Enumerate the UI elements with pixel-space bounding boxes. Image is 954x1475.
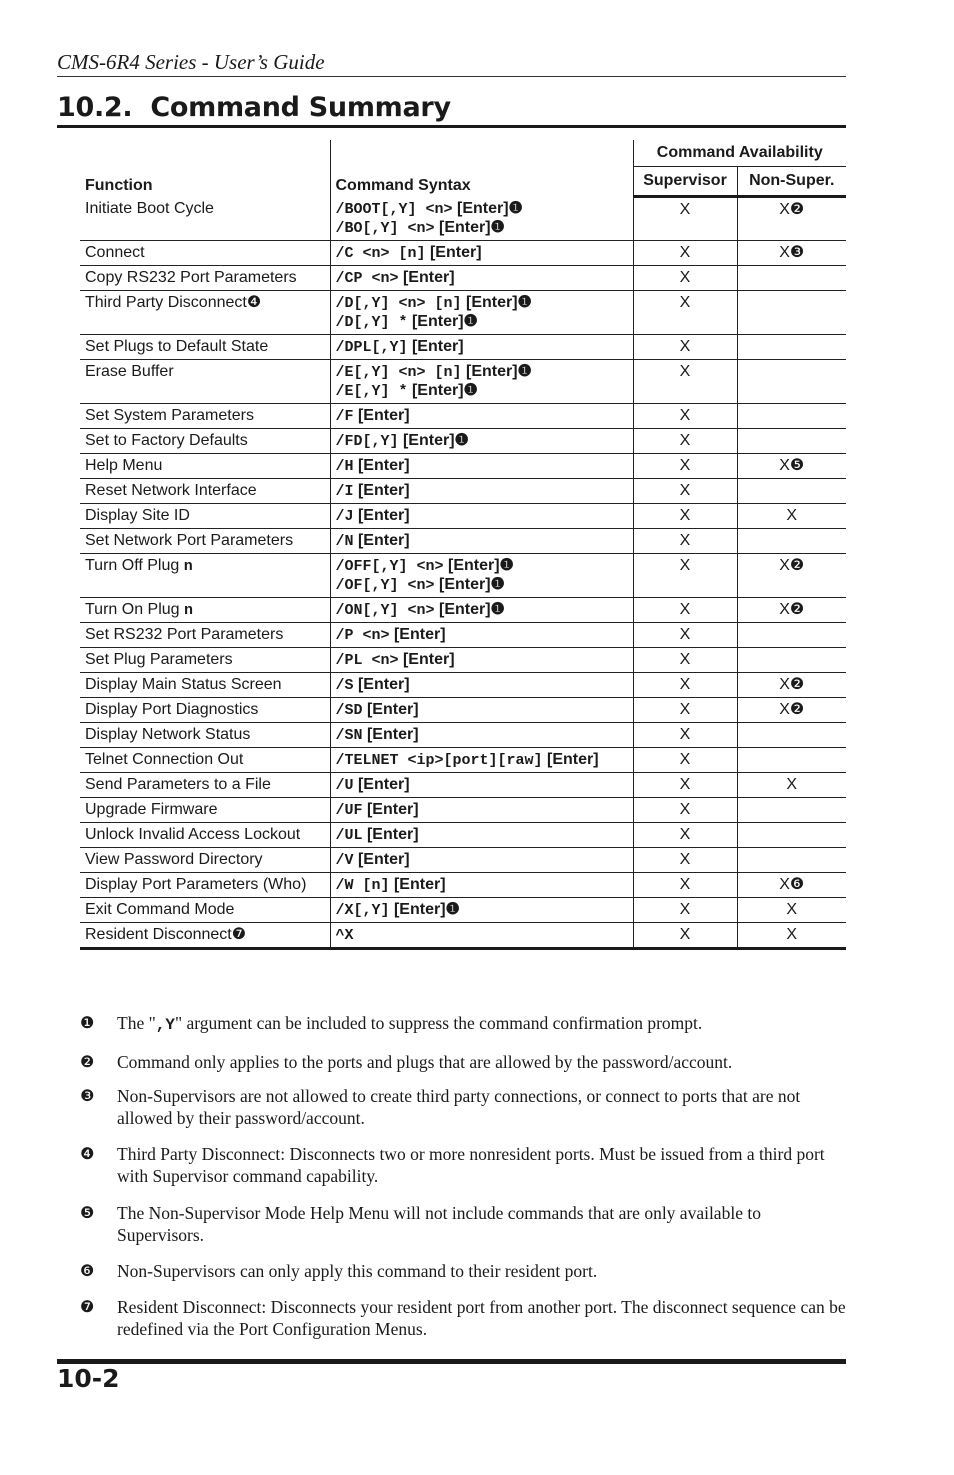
footnote <box>80 1012 846 1036</box>
function-label: Connect <box>85 243 145 261</box>
non-super-cell <box>737 359 846 403</box>
syntax-enter: [Enter]❶ <box>465 362 532 380</box>
syntax-cell <box>330 697 633 722</box>
supervisor-cell: X <box>633 897 737 922</box>
command-table-body <box>80 197 846 949</box>
footnote-mark: ❶ <box>80 1013 95 1032</box>
syntax-cell <box>330 822 633 847</box>
non-super-cell <box>737 265 846 290</box>
syntax-line <box>336 926 628 945</box>
footnote-mark: ❼ <box>231 925 247 943</box>
supervisor-cell: X <box>633 747 737 772</box>
syntax-code: /CP <n> <box>335 269 399 287</box>
syntax-enter: [Enter] <box>357 406 410 424</box>
table-row <box>80 647 846 672</box>
table-row <box>80 403 846 428</box>
supervisor-cell: X <box>633 403 737 428</box>
supervisor-cell: X <box>633 478 737 503</box>
non-super-cell <box>737 847 846 872</box>
command-summary-table <box>80 140 846 950</box>
function-label: Display Network Status <box>85 725 251 743</box>
syntax-line <box>336 507 628 526</box>
footnote-text: Third Party Disconnect: Disconnects two or more nonresident ports. Must be issued from a third port with Supervisor command capability. <box>117 1144 825 1186</box>
function-label: Display Site ID <box>85 506 190 524</box>
syntax-line <box>336 776 628 795</box>
table-row <box>80 265 846 290</box>
function-label: Exit Command Mode <box>85 900 235 918</box>
syntax-enter: [Enter] <box>402 650 455 668</box>
table-row <box>80 772 846 797</box>
syntax-line <box>336 338 628 357</box>
syntax-code: /J <box>335 507 354 525</box>
table-row <box>80 622 846 647</box>
syntax-code: /N <box>335 532 354 550</box>
function-label: Unlock Invalid Access Lockout <box>85 825 301 843</box>
syntax-enter: [Enter] <box>366 725 419 743</box>
footnote-text: The Non-Supervisor Mode Help Menu will not include commands that are only available to Supervisors. <box>117 1203 761 1245</box>
syntax-code: /OF[,Y] <n> <box>335 576 435 594</box>
syntax-code: /BO[,Y] <n> <box>335 219 435 237</box>
syntax-enter: [Enter] <box>357 675 410 693</box>
header-supervisor: Supervisor <box>633 167 737 197</box>
non-super-cell <box>737 722 846 747</box>
footnote-mark: ❺ <box>80 1203 95 1222</box>
function-cell <box>80 359 330 403</box>
syntax-cell <box>330 428 633 453</box>
non-super-cell <box>737 528 846 553</box>
table-row <box>80 897 846 922</box>
syntax-line <box>336 219 628 238</box>
footnote <box>80 1051 846 1073</box>
footnote-mark: ❹ <box>246 293 262 311</box>
non-super-cell <box>737 622 846 647</box>
non-super-cell: X <box>737 922 846 948</box>
syntax-code: /E[,Y] <n> [n] <box>335 363 462 381</box>
function-label: Copy RS232 Port Parameters <box>85 268 297 286</box>
function-cell <box>80 265 330 290</box>
syntax-enter: [Enter] <box>357 456 410 474</box>
syntax-enter: [Enter]❶ <box>438 600 505 618</box>
function-label: Third Party Disconnect <box>85 293 247 311</box>
supervisor-cell: X <box>633 872 737 897</box>
syntax-enter: [Enter] <box>357 506 410 524</box>
syntax-code: /PL <n> <box>335 651 399 669</box>
syntax-code: /C <n> [n] <box>335 244 426 262</box>
non-super-cell: X❷ <box>737 197 846 241</box>
function-cell <box>80 597 330 622</box>
function-cell <box>80 722 330 747</box>
syntax-code: /S <box>335 676 354 694</box>
supervisor-cell: X <box>633 922 737 948</box>
syntax-line <box>336 532 628 551</box>
table-row <box>80 503 846 528</box>
footnote-text-end: " argument can be included to suppress the command confirmation prompt. <box>174 1013 703 1033</box>
function-label: Resident Disconnect <box>85 925 232 943</box>
syntax-cell <box>330 453 633 478</box>
supervisor-cell: X <box>633 597 737 622</box>
table-row <box>80 553 846 597</box>
function-cell <box>80 697 330 722</box>
syntax-code: /H <box>335 457 354 475</box>
supervisor-cell: X <box>633 265 737 290</box>
supervisor-cell: X <box>633 503 737 528</box>
function-label: Send Parameters to a File <box>85 775 271 793</box>
syntax-line <box>336 313 628 332</box>
running-header: CMS-6R4 Series - User’s Guide <box>57 50 325 74</box>
function-cell <box>80 403 330 428</box>
function-label: View Password Directory <box>85 850 263 868</box>
syntax-enter: [Enter] <box>357 531 410 549</box>
syntax-code: ^X <box>335 926 354 944</box>
syntax-line <box>336 482 628 501</box>
syntax-code: /X[,Y] <box>335 901 390 919</box>
supervisor-cell: X <box>633 428 737 453</box>
non-super-cell <box>737 290 846 334</box>
syntax-enter: [Enter] <box>366 700 419 718</box>
function-label: Upgrade Firmware <box>85 800 218 818</box>
syntax-code: /UF <box>335 801 363 819</box>
syntax-enter: [Enter]❶ <box>438 218 505 236</box>
table-row <box>80 334 846 359</box>
non-super-cell <box>737 428 846 453</box>
table-row <box>80 428 846 453</box>
syntax-enter: [Enter] <box>357 775 410 793</box>
table-row <box>80 822 846 847</box>
non-super-cell <box>737 647 846 672</box>
footer-rule <box>57 1359 846 1364</box>
syntax-line <box>336 200 628 219</box>
supervisor-cell: X <box>633 847 737 872</box>
syntax-cell <box>330 240 633 265</box>
function-label: Display Port Diagnostics <box>85 700 259 718</box>
non-super-cell <box>737 797 846 822</box>
function-label: Turn Off Plug <box>85 556 184 574</box>
non-super-cell: X❸ <box>737 240 846 265</box>
section-number: 10.2. <box>57 92 133 123</box>
syntax-line <box>336 676 628 695</box>
header-non-super: Non-Super. <box>737 167 846 197</box>
footnote-mark: ❸ <box>80 1086 95 1105</box>
footnote-code: ,Y <box>155 1016 175 1034</box>
table-row <box>80 922 846 948</box>
function-label: Set RS232 Port Parameters <box>85 625 284 643</box>
table-row <box>80 197 846 241</box>
page-number: 10-2 <box>57 1364 120 1393</box>
function-cell <box>80 334 330 359</box>
syntax-enter: [Enter] <box>366 825 419 843</box>
syntax-cell <box>330 597 633 622</box>
syntax-enter: [Enter] <box>393 625 446 643</box>
function-cell <box>80 897 330 922</box>
supervisor-cell: X <box>633 772 737 797</box>
function-code: n <box>184 601 194 619</box>
syntax-line <box>336 407 628 426</box>
syntax-cell <box>330 747 633 772</box>
non-super-cell: X❺ <box>737 453 846 478</box>
syntax-code: /E[,Y] * <box>335 382 408 400</box>
syntax-line <box>336 432 628 451</box>
syntax-code: /D[,Y] * <box>335 313 408 331</box>
syntax-line <box>336 457 628 476</box>
syntax-code: /V <box>335 851 354 869</box>
supervisor-cell: X <box>633 647 737 672</box>
footnote-text: Non-Supervisors can only apply this command to their resident port. <box>117 1261 598 1281</box>
function-label: Set Plug Parameters <box>85 650 233 668</box>
syntax-code: /P <n> <box>335 626 390 644</box>
syntax-cell <box>330 672 633 697</box>
syntax-cell <box>330 528 633 553</box>
function-label: Display Main Status Screen <box>85 675 282 693</box>
function-cell <box>80 478 330 503</box>
function-cell <box>80 290 330 334</box>
syntax-cell <box>330 503 633 528</box>
syntax-line <box>336 701 628 720</box>
section-rule <box>57 125 846 128</box>
syntax-line <box>336 601 628 620</box>
syntax-enter: [Enter]❶ <box>411 312 478 330</box>
function-label: Initiate Boot Cycle <box>85 199 214 217</box>
function-cell <box>80 822 330 847</box>
function-cell <box>80 453 330 478</box>
supervisor-cell: X <box>633 697 737 722</box>
syntax-cell <box>330 722 633 747</box>
function-cell <box>80 428 330 453</box>
function-cell <box>80 647 330 672</box>
non-super-cell: X <box>737 897 846 922</box>
non-super-cell: X❷ <box>737 672 846 697</box>
function-label: Erase Buffer <box>85 362 174 380</box>
function-label: Set Plugs to Default State <box>85 337 269 355</box>
non-super-cell <box>737 334 846 359</box>
syntax-enter: [Enter]❶ <box>402 431 469 449</box>
syntax-code: /U <box>335 776 354 794</box>
supervisor-cell: X <box>633 822 737 847</box>
function-cell <box>80 553 330 597</box>
function-label: Reset Network Interface <box>85 481 257 499</box>
table-row <box>80 722 846 747</box>
syntax-enter: [Enter]❶ <box>411 381 478 399</box>
syntax-line <box>336 269 628 288</box>
function-label: Help Menu <box>85 456 163 474</box>
footnote <box>80 1085 846 1129</box>
non-super-cell: X❻ <box>737 872 846 897</box>
syntax-line <box>336 576 628 595</box>
function-cell <box>80 528 330 553</box>
footnote-text: Non-Supervisors are not allowed to create third party connections, or connect to ports that are not allowed by their password/account. <box>117 1086 801 1128</box>
function-cell <box>80 503 330 528</box>
non-super-cell <box>737 403 846 428</box>
table-row <box>80 872 846 897</box>
table-row <box>80 359 846 403</box>
syntax-enter: [Enter] <box>429 243 482 261</box>
function-label: Set Network Port Parameters <box>85 531 294 549</box>
function-label: Telnet Connection Out <box>85 750 244 768</box>
function-cell <box>80 772 330 797</box>
footnote-mark: ❻ <box>80 1261 95 1280</box>
function-cell <box>80 197 330 241</box>
footnote-mark: ❼ <box>80 1297 95 1316</box>
function-cell <box>80 672 330 697</box>
syntax-code: /SD <box>335 701 363 719</box>
syntax-enter: [Enter]❶ <box>456 199 523 217</box>
non-super-cell: X <box>737 772 846 797</box>
footnote <box>80 1260 846 1282</box>
syntax-enter: [Enter] <box>357 850 410 868</box>
table-row <box>80 290 846 334</box>
syntax-enter: [Enter]❶ <box>438 575 505 593</box>
function-cell <box>80 922 330 948</box>
syntax-line <box>336 901 628 920</box>
function-label: Set to Factory Defaults <box>85 431 248 449</box>
section-heading <box>57 92 451 123</box>
syntax-code: /F <box>335 407 354 425</box>
table-row <box>80 597 846 622</box>
table-row <box>80 697 846 722</box>
function-cell <box>80 847 330 872</box>
table-row <box>80 478 846 503</box>
syntax-enter: [Enter] <box>357 481 410 499</box>
syntax-line <box>336 382 628 401</box>
supervisor-cell: X <box>633 453 737 478</box>
syntax-enter: [Enter] <box>402 268 455 286</box>
non-super-cell: X❷ <box>737 597 846 622</box>
footnote <box>80 1202 846 1246</box>
syntax-cell <box>330 897 633 922</box>
table-row <box>80 747 846 772</box>
non-super-cell: X❷ <box>737 697 846 722</box>
footnote-mark: ❹ <box>80 1144 95 1163</box>
non-super-cell: X <box>737 503 846 528</box>
syntax-cell <box>330 197 633 241</box>
syntax-code: /UL <box>335 826 363 844</box>
syntax-enter: [Enter]❶ <box>393 900 460 918</box>
function-cell <box>80 797 330 822</box>
syntax-enter: [Enter] <box>366 800 419 818</box>
syntax-line <box>336 826 628 845</box>
non-super-cell: X❷ <box>737 553 846 597</box>
supervisor-cell: X <box>633 622 737 647</box>
syntax-code: /TELNET <ip>[port][raw] <box>335 751 543 769</box>
syntax-cell <box>330 622 633 647</box>
syntax-code: /DPL[,Y] <box>335 338 408 356</box>
syntax-line <box>336 876 628 895</box>
syntax-line <box>336 557 628 576</box>
syntax-enter: [Enter] <box>393 875 446 893</box>
syntax-code: /FD[,Y] <box>335 432 399 450</box>
table-row <box>80 847 846 872</box>
syntax-line <box>336 651 628 670</box>
function-label: Turn On Plug <box>85 600 185 618</box>
function-cell <box>80 747 330 772</box>
syntax-cell <box>330 847 633 872</box>
syntax-enter: [Enter]❶ <box>465 293 532 311</box>
supervisor-cell: X <box>633 722 737 747</box>
footnote-text: The " <box>117 1013 156 1033</box>
syntax-enter: [Enter] <box>547 750 599 768</box>
syntax-line <box>336 294 628 313</box>
syntax-line <box>336 363 628 382</box>
footnote-text: Resident Disconnect: Disconnects your resident port from another port. The disconnect sequence can be redefined via the Port Configuration Menus. <box>117 1297 846 1339</box>
syntax-cell <box>330 403 633 428</box>
table-row <box>80 528 846 553</box>
header-rule <box>57 76 846 77</box>
supervisor-cell: X <box>633 528 737 553</box>
supervisor-cell: X <box>633 334 737 359</box>
syntax-line <box>336 726 628 745</box>
syntax-line <box>336 626 628 645</box>
supervisor-cell: X <box>633 797 737 822</box>
syntax-cell <box>330 797 633 822</box>
header-syntax: Command Syntax <box>330 140 633 197</box>
function-cell <box>80 240 330 265</box>
supervisor-cell: X <box>633 240 737 265</box>
footnote <box>80 1143 846 1187</box>
syntax-code: /ON[,Y] <n> <box>335 601 435 619</box>
syntax-line <box>336 751 628 770</box>
syntax-cell <box>330 478 633 503</box>
non-super-cell <box>737 478 846 503</box>
function-label: Set System Parameters <box>85 406 254 424</box>
header-function: Function <box>85 176 153 194</box>
syntax-cell <box>330 265 633 290</box>
function-label: Display Port Parameters (Who) <box>85 875 307 893</box>
syntax-cell <box>330 290 633 334</box>
syntax-code: /D[,Y] <n> [n] <box>335 294 462 312</box>
syntax-enter: [Enter] <box>411 337 464 355</box>
supervisor-cell: X <box>633 197 737 241</box>
syntax-cell <box>330 647 633 672</box>
table-row <box>80 797 846 822</box>
non-super-cell <box>737 747 846 772</box>
table-row <box>80 240 846 265</box>
syntax-cell <box>330 872 633 897</box>
footnote-text: Command only applies to the ports and plugs that are allowed by the password/account. <box>117 1052 733 1072</box>
syntax-cell <box>330 553 633 597</box>
syntax-enter: [Enter]❶ <box>447 556 514 574</box>
footnotes <box>80 1012 846 1340</box>
function-cell <box>80 872 330 897</box>
syntax-code: /W [n] <box>335 876 390 894</box>
supervisor-cell: X <box>633 290 737 334</box>
syntax-code: /I <box>335 482 354 500</box>
supervisor-cell: X <box>633 553 737 597</box>
table-row <box>80 453 846 478</box>
footnote-mark: ❷ <box>80 1052 95 1071</box>
syntax-line <box>336 801 628 820</box>
supervisor-cell: X <box>633 672 737 697</box>
syntax-cell <box>330 359 633 403</box>
function-code: n <box>183 557 193 575</box>
supervisor-cell: X <box>633 359 737 403</box>
syntax-cell <box>330 334 633 359</box>
header-availability: Command Availability <box>633 140 846 167</box>
syntax-cell <box>330 922 633 948</box>
table-row <box>80 672 846 697</box>
syntax-code: /SN <box>335 726 363 744</box>
syntax-code: /BOOT[,Y] <n> <box>335 200 453 218</box>
section-title: Command Summary <box>150 92 451 123</box>
syntax-cell <box>330 772 633 797</box>
function-cell <box>80 622 330 647</box>
footnote <box>80 1296 846 1340</box>
non-super-cell <box>737 822 846 847</box>
syntax-line <box>336 244 628 263</box>
syntax-code: /OFF[,Y] <n> <box>335 557 444 575</box>
syntax-line <box>336 851 628 870</box>
